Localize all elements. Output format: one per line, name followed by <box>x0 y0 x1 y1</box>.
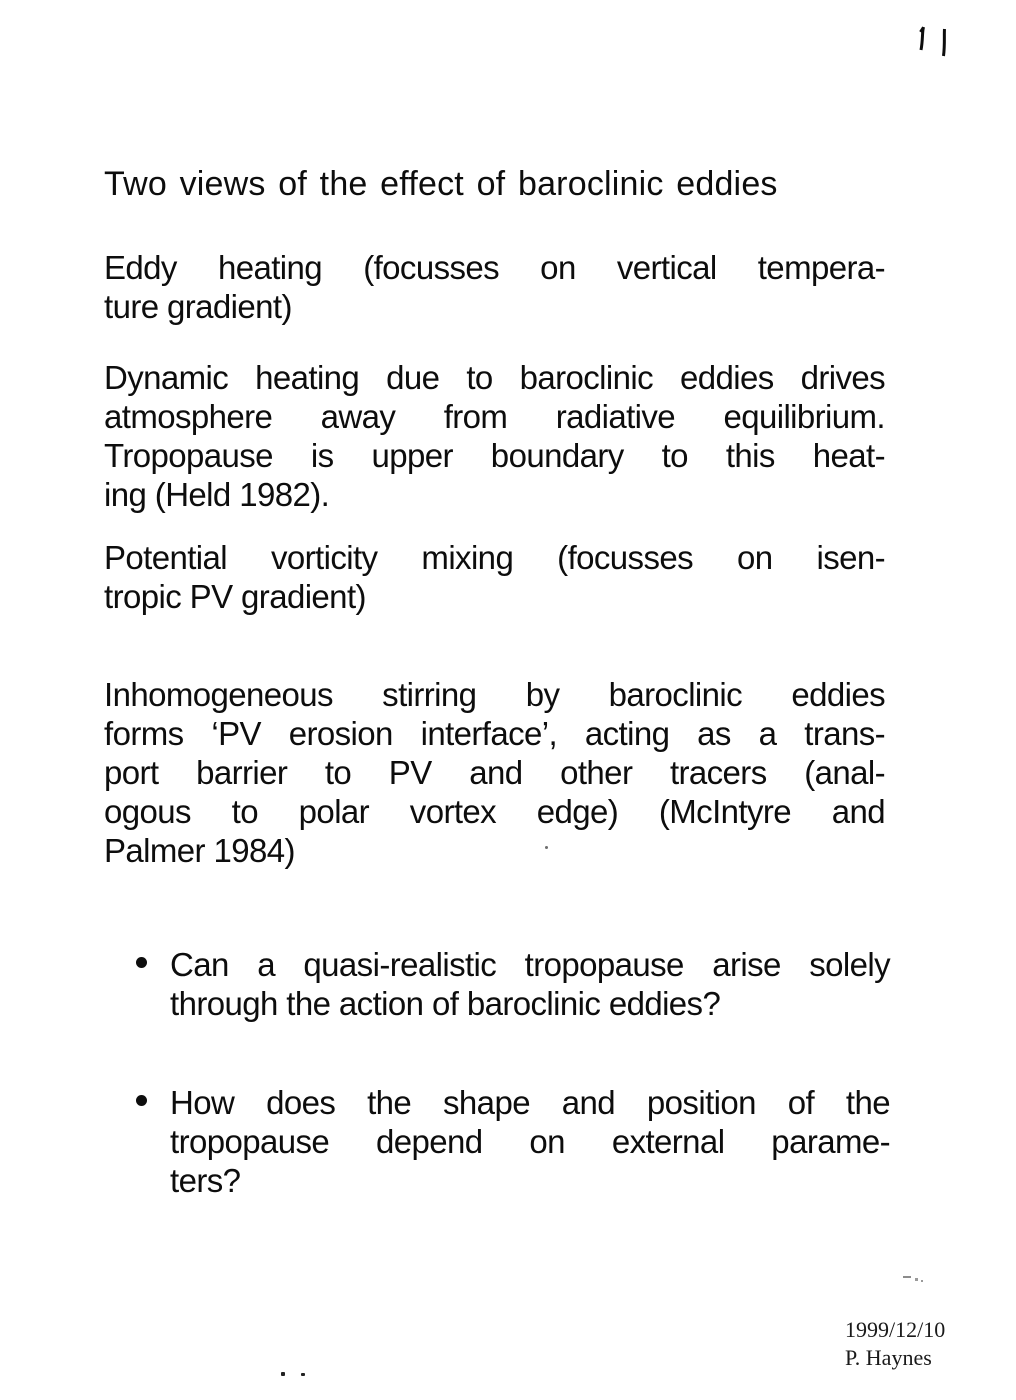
text-line: tropopause depend on external parame- <box>170 1123 890 1160</box>
text-line: ing (Held 1982). <box>104 476 330 513</box>
text-line: Inhomogeneous stirring by baroclinic eddies <box>104 676 885 713</box>
footer-date: 1999/12/10 <box>845 1317 946 1342</box>
bullet-text <box>170 1083 890 1200</box>
text-line: Can a quasi-realistic tropopause arise solely <box>170 946 890 983</box>
paragraph-eddy-heating <box>104 248 885 326</box>
scan-speck <box>545 846 548 849</box>
slide-footer <box>845 1316 945 1372</box>
scan-speck <box>281 1372 285 1376</box>
text-line: Palmer 1984) <box>104 832 295 869</box>
text-line: tropic PV gradient) <box>104 578 366 615</box>
text-line: atmosphere away from radiative equilibrium. <box>104 398 885 435</box>
page-number-handwritten <box>908 20 952 64</box>
bullet-text <box>170 945 890 1023</box>
bullet-icon <box>136 957 147 968</box>
paragraph-pv-mixing <box>104 538 885 616</box>
text-line: Tropopause is upper boundary to this heat- <box>104 437 885 474</box>
text-line: ogous to polar vortex edge) (McIntyre and <box>104 793 885 830</box>
text-line: through the action of baroclinic eddies? <box>170 985 721 1022</box>
text-line: ters? <box>170 1162 241 1199</box>
bullet-icon <box>136 1095 147 1106</box>
bullet-item-quasi-realistic <box>104 945 892 1023</box>
text-line: port barrier to PV and other tracers (anal- <box>104 754 885 791</box>
scan-speck <box>301 1373 305 1376</box>
scan-speck <box>903 1276 911 1278</box>
bullet-item-shape-position <box>104 1083 892 1200</box>
text-line: Eddy heating (focusses on vertical tempera- <box>104 249 885 286</box>
scan-speck <box>915 1278 918 1281</box>
paragraph-inhomogeneous-stirring <box>104 675 885 870</box>
page-title: Two views of the effect of baroclinic eddies <box>104 165 778 203</box>
text-line: Dynamic heating due to baroclinic eddies drives <box>104 359 885 396</box>
text-line: How does the shape and position of the <box>170 1084 890 1121</box>
text-line: ture gradient) <box>104 288 292 325</box>
paragraph-dynamic-heating <box>104 358 885 514</box>
footer-author: P. Haynes <box>845 1345 932 1370</box>
text-line: forms ‘PV erosion interface’, acting as a trans- <box>104 715 885 752</box>
text-line: Potential vorticity mixing (focusses on isen- <box>104 539 885 576</box>
scan-speck <box>921 1280 923 1282</box>
